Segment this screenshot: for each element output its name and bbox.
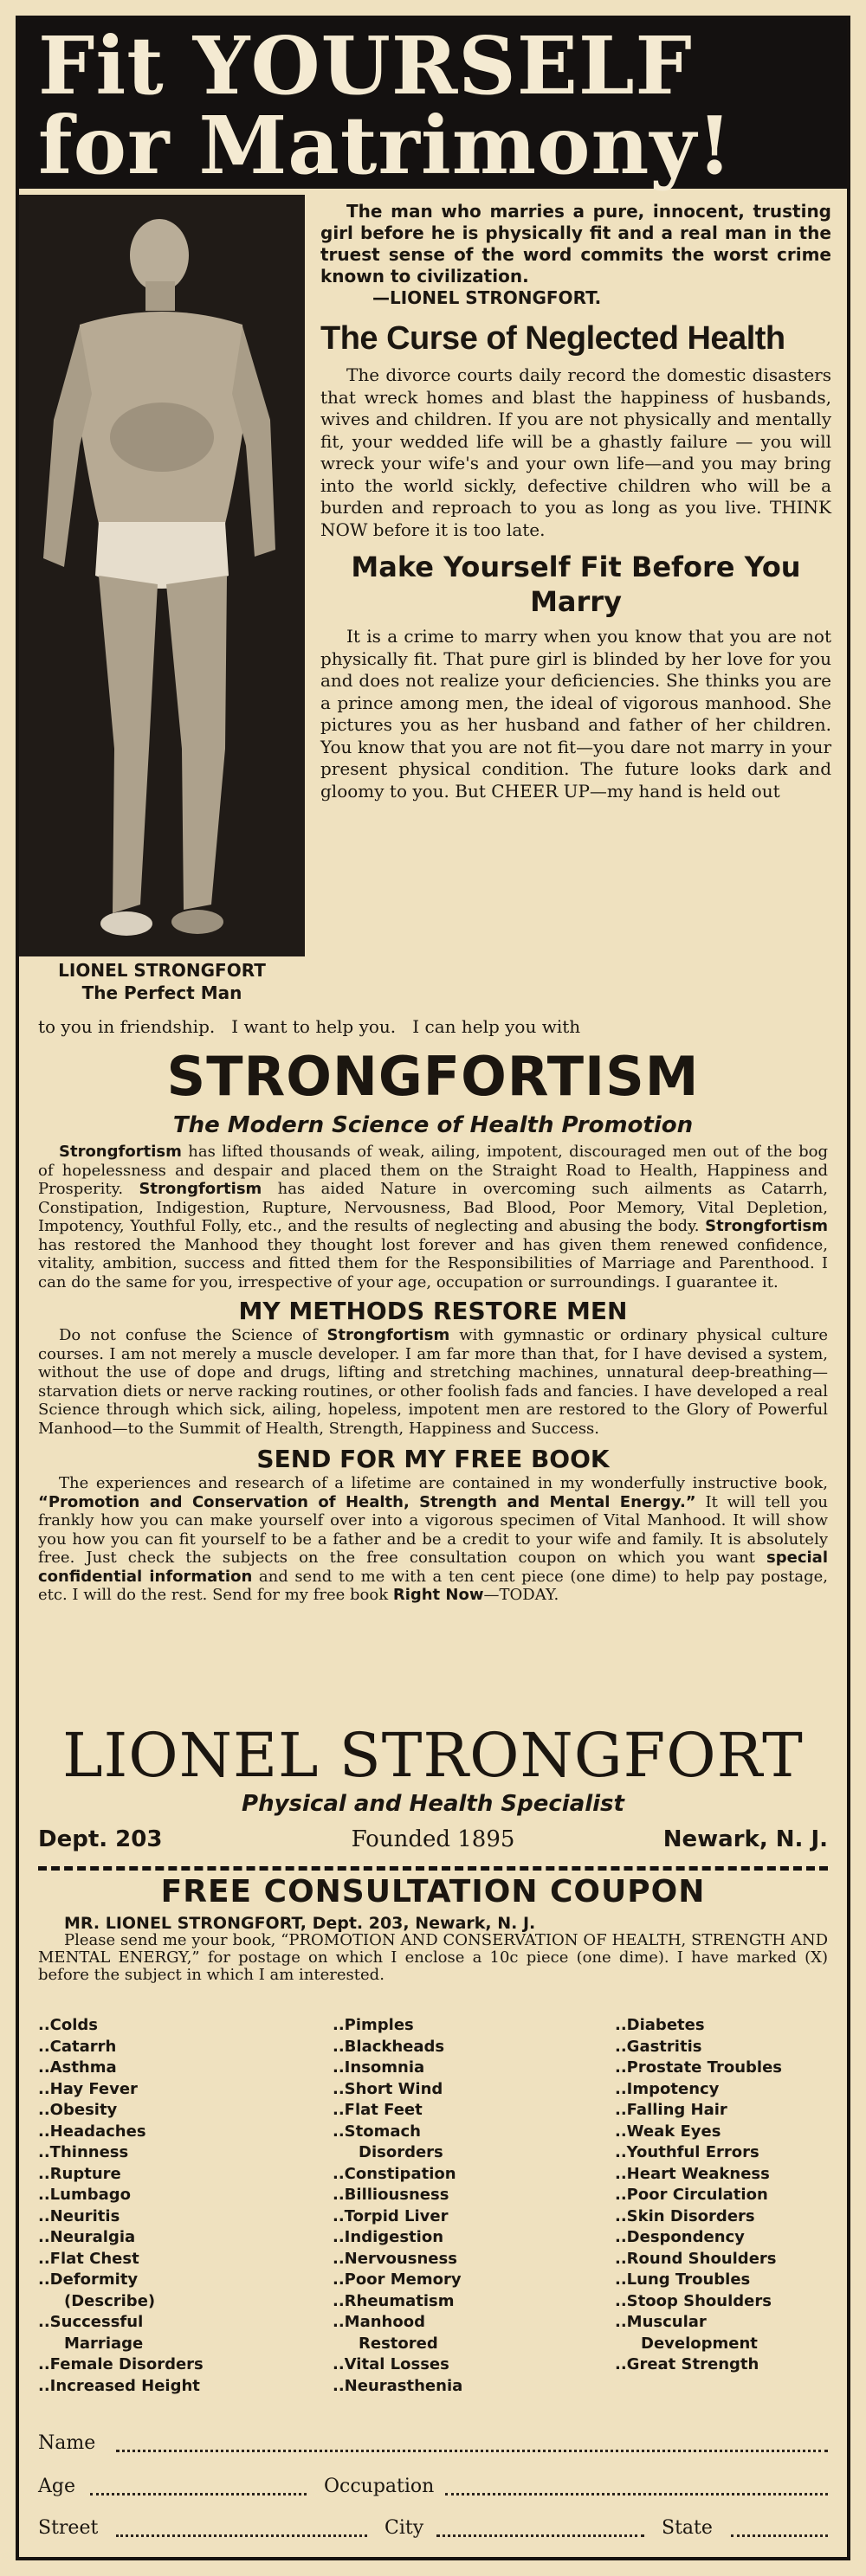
- caption-subtitle: The Perfect Man: [81, 982, 242, 1003]
- name-label: Name: [38, 2432, 96, 2454]
- strongfortism-term: Strongfortism: [59, 1143, 182, 1161]
- coupon-subject-item[interactable]: ..Thinness: [38, 2143, 129, 2161]
- portrait-photo: [19, 195, 305, 956]
- methods-paragraph: [38, 1326, 828, 1438]
- founded-year: Founded 1895: [351, 1826, 515, 1852]
- coupon-subject-item: Disorders: [359, 2143, 443, 2161]
- coupon-column-3: [615, 2015, 840, 2376]
- coupon-subject-item[interactable]: ..Poor Memory: [333, 2270, 462, 2289]
- coupon-subject-item[interactable]: ..Poor Circulation: [615, 2186, 768, 2204]
- free-book-heading: SEND FOR MY FREE BOOK: [256, 1445, 610, 1473]
- photo-caption: [19, 959, 305, 1004]
- coupon-subject-item: Restored: [359, 2334, 438, 2353]
- street-field[interactable]: [116, 2534, 367, 2537]
- age-label: Age: [38, 2476, 75, 2497]
- coupon-subject-item[interactable]: ..Headaches: [38, 2122, 146, 2141]
- coupon-subject-item[interactable]: ..Flat Chest: [38, 2249, 139, 2268]
- caption-name: LIONEL STRONGFORT: [58, 960, 266, 981]
- age-occupation-line: [38, 2472, 828, 2502]
- paragraph-text: has restored the Manhood they thought lost forever and has given them renewed confidence, vitality, ambition, success and fitted them for the Responsibilities of Marriage and Parenthood. I can do the same for you, irrespective of your age, occupation or surroundings. I guarantee it.: [38, 1235, 828, 1291]
- signature-name: LIONEL STRONGFORT: [62, 1720, 804, 1791]
- coupon-subject-item[interactable]: ..Manhood: [333, 2313, 425, 2331]
- bold-phrase: Right Now: [392, 1586, 484, 1604]
- coupon-subject-item[interactable]: ..Youthful Errors: [615, 2143, 759, 2161]
- name-field[interactable]: [116, 2450, 828, 2452]
- headline-line-1: Fit YOURSELF: [38, 19, 693, 113]
- paragraph-text: —TODAY.: [483, 1586, 559, 1604]
- coupon-subject-item[interactable]: ..Lung Troubles: [615, 2270, 751, 2289]
- fit-heading: Make Yourself Fit Before You Marry: [351, 551, 801, 618]
- street-label: Street: [38, 2517, 99, 2539]
- strongman-figure-illustration: [19, 195, 305, 956]
- coupon-subject-item[interactable]: ..Successful: [38, 2313, 144, 2331]
- coupon-subject-item[interactable]: ..Weak Eyes: [615, 2122, 721, 2141]
- headline-banner: [19, 19, 847, 192]
- coupon-column-2: [333, 2015, 592, 2397]
- coupon-subject-item[interactable]: ..Prostate Troubles: [615, 2058, 782, 2077]
- curse-heading: The Curse of Neglected Health: [320, 320, 785, 357]
- coupon-subject-item[interactable]: ..Pimples: [333, 2016, 414, 2034]
- book-title: “Promotion and Conservation of Health, Strength and Mental Energy.”: [38, 1492, 696, 1511]
- coupon-subject-item[interactable]: ..Vital Losses: [333, 2355, 449, 2373]
- coupon-subject-item[interactable]: ..Catarrh: [38, 2037, 117, 2056]
- coupon-subject-item[interactable]: ..Stoop Shoulders: [615, 2291, 772, 2310]
- coupon-intro: [38, 1915, 828, 1984]
- city-location: Newark, N. J.: [662, 1826, 828, 1852]
- coupon-subject-item: (Describe): [64, 2291, 156, 2310]
- coupon-subject-item[interactable]: ..Torpid Liver: [333, 2206, 449, 2225]
- opening-quote: The man who marries a pure, innocent, trusting girl before he is physically fit and a real man in the truest sense of the word commits the worst crime known to civilization.: [320, 201, 831, 287]
- fit-body-continuation: to you in friendship. I want to help you. I can help you with: [38, 1016, 581, 1037]
- coupon-subject-item[interactable]: ..Asthma: [38, 2058, 117, 2077]
- coupon-subject-item[interactable]: ..Flat Feet: [333, 2101, 423, 2119]
- right-column: [320, 201, 831, 802]
- city-label: City: [385, 2517, 424, 2539]
- coupon-subject-item[interactable]: ..Increased Height: [38, 2376, 200, 2395]
- coupon-subject-item[interactable]: ..Short Wind: [333, 2079, 443, 2098]
- paragraph-text: Do not confuse the Science of: [59, 1326, 327, 1344]
- coupon-subject-item[interactable]: ..Muscular: [615, 2313, 707, 2331]
- occupation-label: Occupation: [324, 2476, 435, 2497]
- coupon-subject-item[interactable]: ..Lumbago: [38, 2186, 131, 2204]
- coupon-heading: FREE CONSULTATION COUPON: [160, 1874, 706, 1909]
- coupon-subject-item[interactable]: ..Great Strength: [615, 2355, 759, 2373]
- paragraph-text: has lifted thousands of weak, ailing, impotent, discouraged men out of the bog of hopelessness and despair and placed them on the Straight Road to Health, Happiness and Prosperity.: [38, 1143, 828, 1198]
- coupon-subject-item[interactable]: ..Impotency: [615, 2079, 720, 2098]
- headline-line-2: for Matrimony!: [38, 99, 734, 192]
- occupation-field[interactable]: [445, 2493, 828, 2496]
- bold-phrase: special confidential information: [38, 1549, 828, 1586]
- coupon-subject-item[interactable]: ..Heart Weakness: [615, 2164, 770, 2183]
- coupon-subject-item: Development: [641, 2334, 758, 2353]
- body-sections: [38, 1143, 828, 1605]
- strongfortism-title: STRONGFORTISM: [166, 1045, 700, 1108]
- coupon-subject-item[interactable]: ..Rheumatism: [333, 2291, 455, 2310]
- coupon-subject-item: Marriage: [64, 2334, 144, 2353]
- coupon-subject-item[interactable]: ..Stomach: [333, 2122, 421, 2141]
- coupon-subject-item[interactable]: ..Colds: [38, 2016, 99, 2034]
- coupon-subject-item[interactable]: ..Deformity: [38, 2270, 139, 2289]
- age-field[interactable]: [90, 2493, 307, 2496]
- paragraph-text: The experiences and research of a lifetime are contained in my wonderfully instructive book,: [59, 1474, 828, 1492]
- strongfortism-subtitle: The Modern Science of Health Promotion: [172, 1112, 694, 1138]
- coupon-subject-item[interactable]: ..Skin Disorders: [615, 2206, 755, 2225]
- methods-heading: MY METHODS RESTORE MEN: [238, 1297, 628, 1325]
- coupon-subject-item[interactable]: ..Falling Hair: [615, 2101, 727, 2119]
- quote-attribution: —LIONEL STRONGFORT.: [372, 287, 602, 308]
- strongfortism-term: Strongfortism: [139, 1180, 262, 1198]
- state-field[interactable]: [731, 2534, 828, 2537]
- coupon-subject-item[interactable]: ..Insomnia: [333, 2058, 425, 2077]
- coupon-address: MR. LIONEL STRONGFORT, Dept. 203, Newark, N. J.: [64, 1914, 536, 1933]
- coupon-column-1: [38, 2015, 307, 2397]
- curse-body: The divorce courts daily record the domestic disasters that wreck homes and blast the happiness of husbands, wives and children. If you are not physically and mentally fit, your wedded life will be a ghastly failure — you will wreck your wife's and your own life—and you may bring into the world sickly, defective children who will be a burden and reproach to you as long as you live. THINK NOW before it is too late.: [320, 364, 831, 540]
- strongfortism-term: Strongfortism: [705, 1217, 828, 1235]
- coupon-subject-item[interactable]: ..Despondency: [615, 2228, 745, 2246]
- dept-number: Dept. 203: [38, 1826, 163, 1852]
- coupon-subject-item[interactable]: ..Round Shoulders: [615, 2249, 777, 2268]
- address-line: [38, 2514, 828, 2543]
- strongfortism-term: Strongfortism: [326, 1326, 450, 1344]
- signature-title: Physical and Health Specialist: [242, 1791, 624, 1817]
- coupon-subject-item[interactable]: ..Female Disorders: [38, 2355, 204, 2373]
- free-book-paragraph: [38, 1474, 828, 1605]
- paragraph-text: with gymnastic or ordinary physical culture courses. I am not merely a muscle developer. I am far more than that, for I have devised a system, without the use of dope and drugs, lifting and stretching machines, unnatural deep-breathing—starvation diets or nerve racking routines, or other foolish fads and fancies. I have developed a real Science through which sick, ailing, hopeless, impotent men are restored to the Glory of Powerful Manhood—to the Summit of Health, Strength, Happiness and Success.: [38, 1326, 828, 1438]
- coupon-subject-item[interactable]: ..Diabetes: [615, 2016, 705, 2034]
- coupon-subject-item[interactable]: ..Nervousness: [333, 2249, 457, 2268]
- coupon-subject-item[interactable]: ..Obesity: [38, 2101, 118, 2119]
- name-line: [38, 2429, 828, 2458]
- coupon-subject-item[interactable]: ..Neuralgia: [38, 2228, 136, 2246]
- paragraph-text: has aided Nature in overcoming such ailments as Catarrh, Constipation, Indigestion, Rupture, Nervousness, Bad Blood, Poor Memory, Vital Depletion, Impotency, Youthful Folly, etc., and the results of neglecting and abusing the body.: [38, 1180, 829, 1235]
- state-label: State: [662, 2517, 713, 2539]
- coupon-cut-line: [38, 1866, 828, 1871]
- paragraph-text: and send to me with a ten cent piece (one dime) to help pay postage, etc. I will do the rest. Send for my free book: [38, 1567, 829, 1604]
- coupon-subject-item[interactable]: ..Constipation: [333, 2164, 456, 2183]
- coupon-subject-item[interactable]: ..Neurasthenia: [333, 2376, 463, 2395]
- coupon-subject-item[interactable]: ..Rupture: [38, 2164, 121, 2183]
- fit-body: It is a crime to marry when you know that you are not physically fit. That pure girl is blinded by her love for you and does not realize your deficiencies. She thinks you are a prince among men, the ideal of vigorous manhood. She pictures you as her husband and father of her children. You know that you are not fit—you dare not marry in your present physical condition. The future looks dark and gloomy to you. But CHEER UP—my hand is held out: [320, 626, 831, 802]
- coupon-subject-item[interactable]: ..Hay Fever: [38, 2079, 138, 2098]
- coupon-instructions: Please send me your book, “PROMOTION AND CONSERVATION OF HEALTH, STRENGTH AND MENTAL ENERGY,” for postage on which I enclose a 10c piece (one dime). I have marked (X) before the subject in which I am interested.: [38, 1931, 828, 1984]
- city-field[interactable]: [436, 2534, 644, 2537]
- coupon-subject-item[interactable]: ..Neuritis: [38, 2206, 120, 2225]
- dept-row: [38, 1825, 828, 1854]
- coupon-subject-item[interactable]: ..Blackheads: [333, 2037, 445, 2056]
- coupon-subject-item[interactable]: ..Indigestion: [333, 2228, 444, 2246]
- strongfortism-paragraph: [38, 1143, 828, 1291]
- coupon-subject-item[interactable]: ..Billiousness: [333, 2186, 449, 2204]
- paragraph-text: It will tell you frankly how you can make yourself over into a vigorous specimen of Vital Manhood. It will show you how you can fit yourself to be a father and be a credit to your wife and family. It is absolutely free. Just check the subjects on the free consultation coupon on which you want: [38, 1492, 828, 1567]
- coupon-subject-item[interactable]: ..Gastritis: [615, 2037, 702, 2056]
